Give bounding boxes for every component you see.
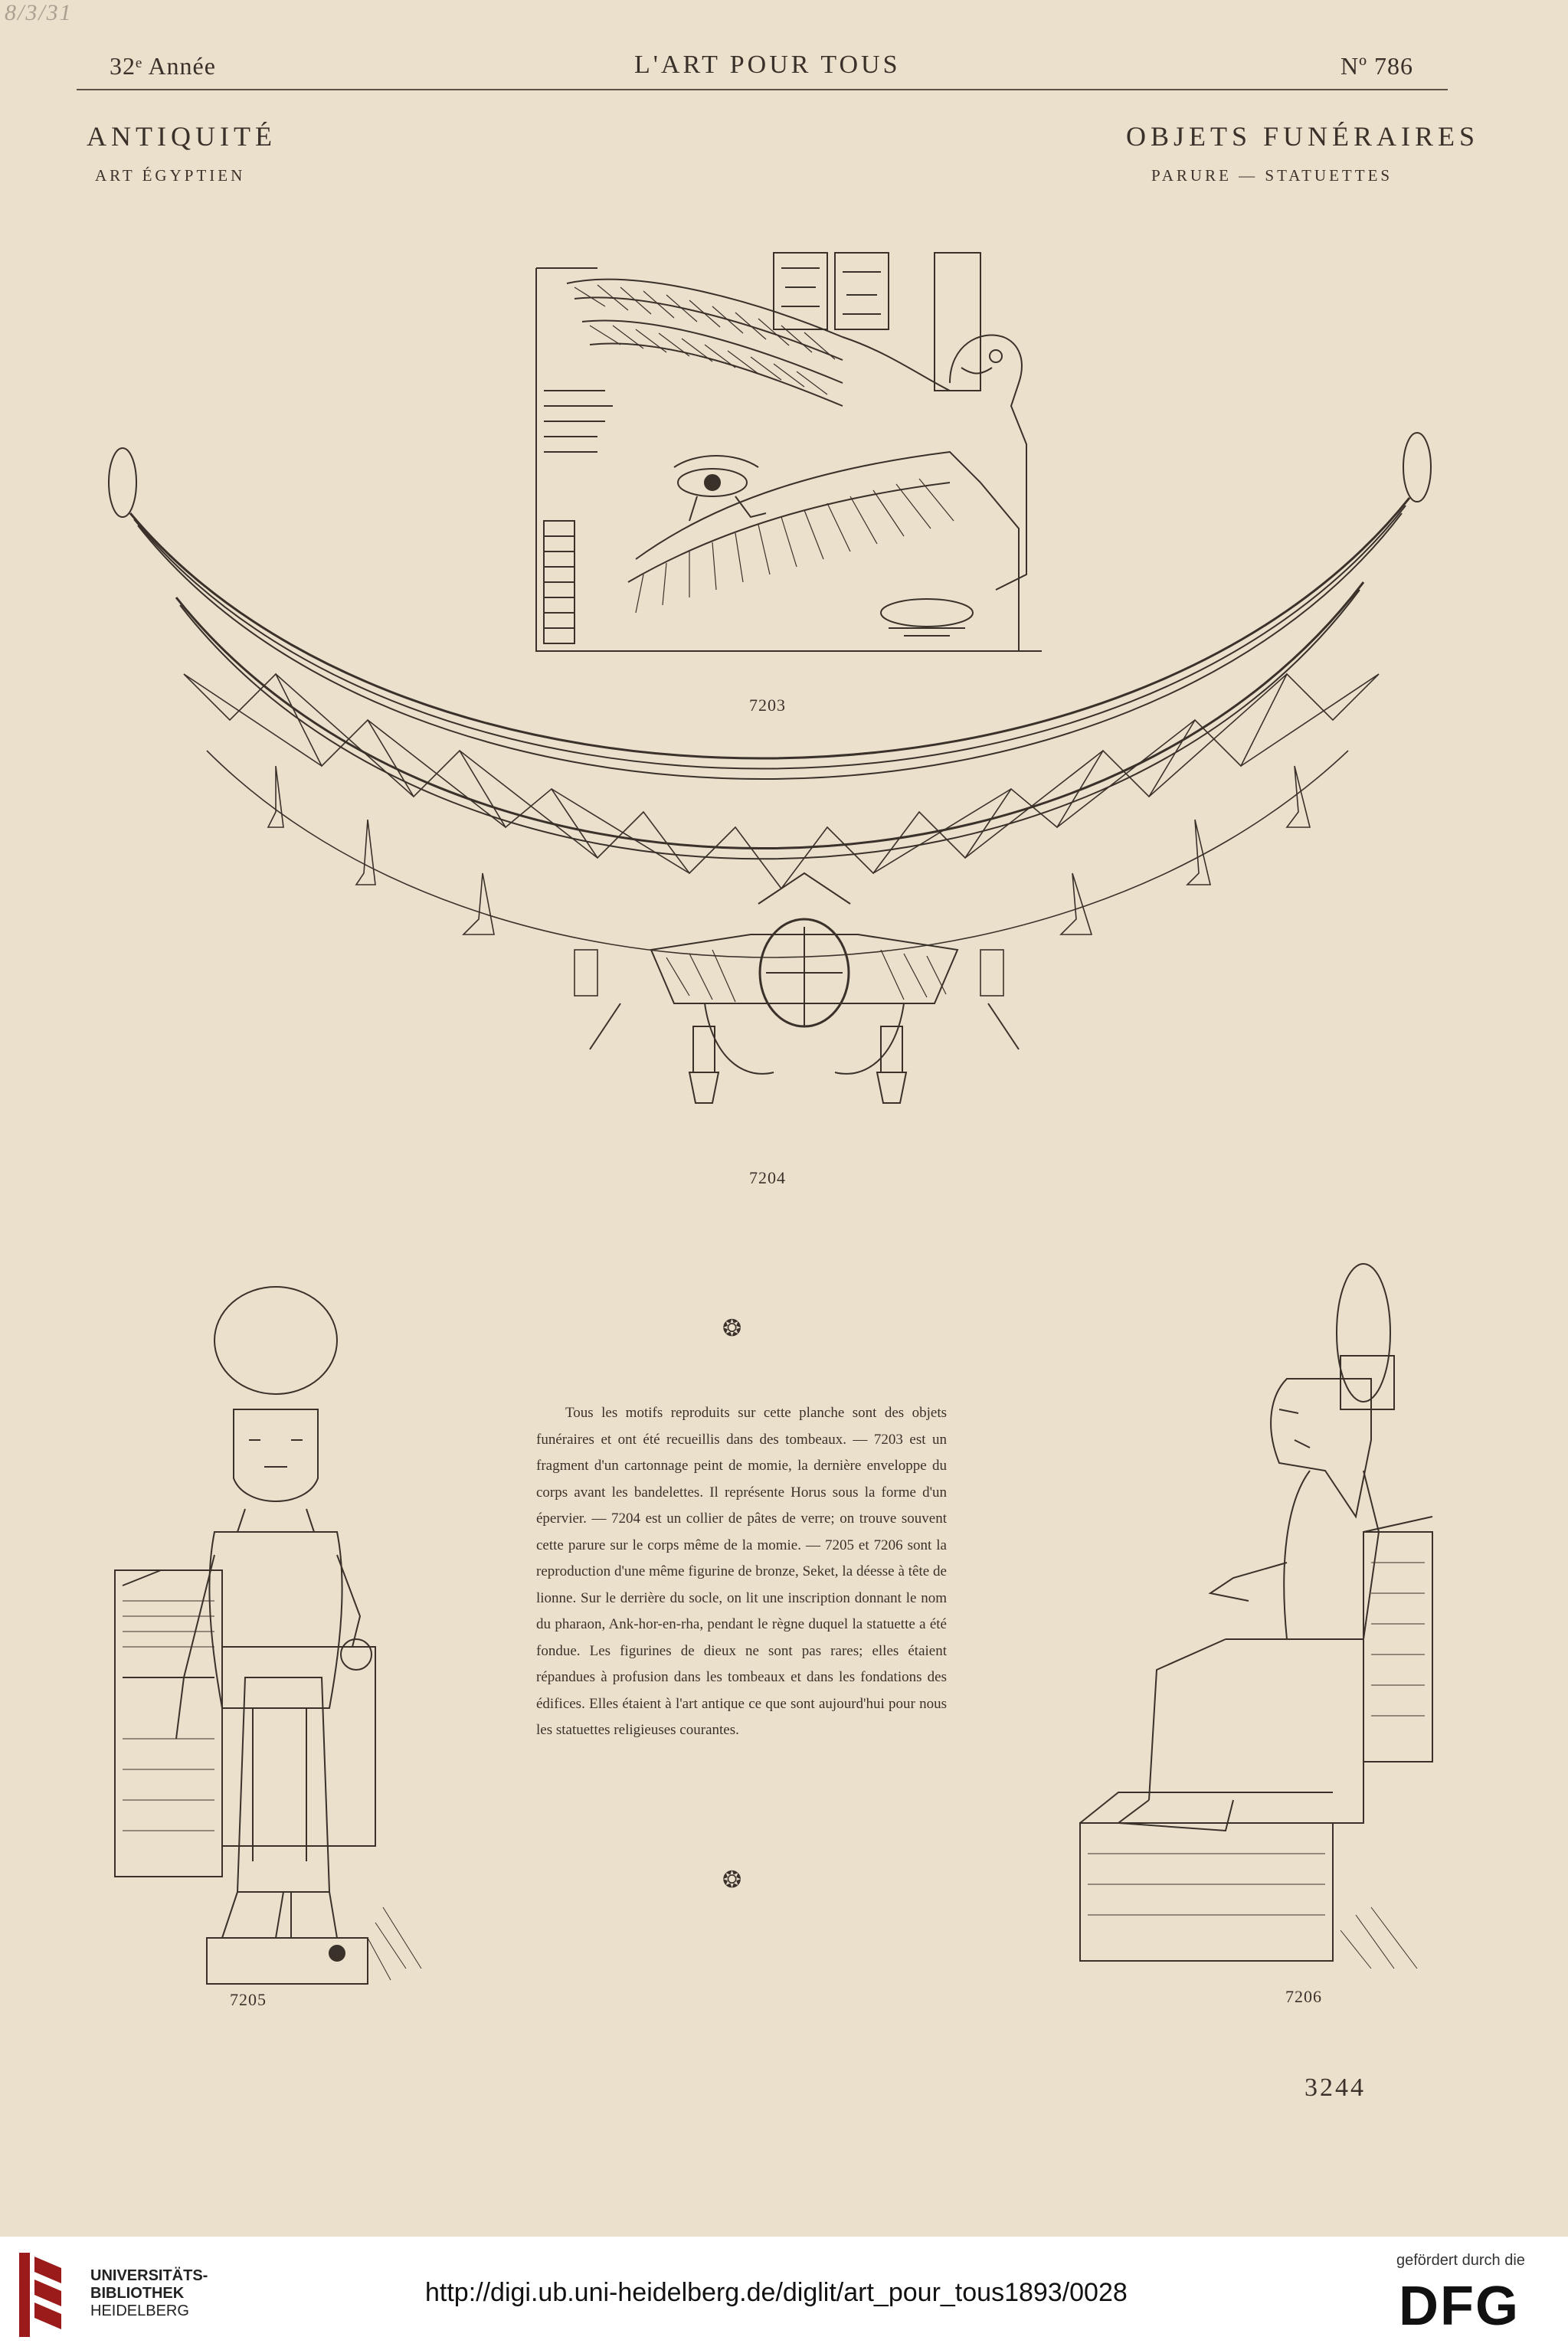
section-left-title: ANTIQUITÉ	[87, 121, 277, 152]
library-line-2: BIBLIOTHEK	[90, 2285, 185, 2302]
library-name	[90, 2267, 208, 2320]
section-right-subtitle: PARURE — STATUETTES	[1151, 166, 1393, 185]
funded-by-text: gefördert durch die	[1396, 2252, 1525, 2269]
digitization-footer	[0, 2237, 1568, 2350]
university-library-logo-icon	[15, 2249, 69, 2341]
dfg-logo: DFG	[1399, 2276, 1520, 2337]
library-line-3: HEIDELBERG	[90, 2303, 189, 2319]
ornament-top-icon: ❂	[722, 1316, 742, 1341]
source-url-link[interactable]: http://digi.ub.uni-heidelberg.de/diglit/art_pour_tous1893/0028	[425, 2278, 1128, 2307]
header-journal-title: L'ART POUR TOUS	[634, 51, 901, 79]
explanatory-paragraph: Tous les motifs reproduits sur cette planche sont des objets funéraires et ont été recueillis dans des tombeaux. — 7203 est un fragment d'un cartonnage peint de momie, la dernière enveloppe du corps avant les bandelettes. Il représente Horus sous la forme d'un épervier. — 7204 est un collier de pâtes de verre; on trouve souvent cette parure sur le corps même de la momie. — 7205 et 7206 sont la reproduction d'une même figurine de bronze, Seket, la déesse à tête de lionne. Sur le derrière du socle, on lit une inscription donnant le nom du pharaon, Ank-hor-en-rha, pendant le règne duquel la statuette a été fondue. Les figurines de dieux ne sont pas rares; elles étaient répandues à profusion dans les tombeaux et dans les fondations des édifices. Elles étaient à l'art antique ce que sont aujourd'hui pour nous les statuettes religieuses courantes.	[536, 1405, 947, 1738]
handwritten-mark: 8/3/31	[5, 0, 73, 25]
page-number: 3244	[1304, 2073, 1366, 2102]
ornament-bottom-icon: ❂	[722, 1867, 742, 1893]
figure-label-7205: 7205	[230, 1990, 267, 2009]
header-year: 32ᵉ Année	[110, 52, 216, 80]
header-rule	[77, 89, 1448, 90]
seket-statuette-profile-illustration	[1034, 1241, 1432, 1976]
section-right-title: OBJETS FUNÉRAIRES	[1126, 121, 1480, 152]
seket-statuette-front-illustration	[115, 1279, 444, 1984]
figure-label-7204: 7204	[749, 1168, 786, 1187]
figure-label-7203: 7203	[749, 696, 786, 715]
necklace-illustration	[100, 444, 1478, 1164]
section-left-subtitle: ART ÉGYPTIEN	[95, 166, 246, 185]
figure-label-7206: 7206	[1285, 1987, 1322, 2006]
library-line-1: UNIVERSITÄTS-	[90, 2267, 208, 2284]
explanatory-text	[536, 1400, 947, 1744]
header-issue-number: Nº 786	[1340, 52, 1414, 80]
